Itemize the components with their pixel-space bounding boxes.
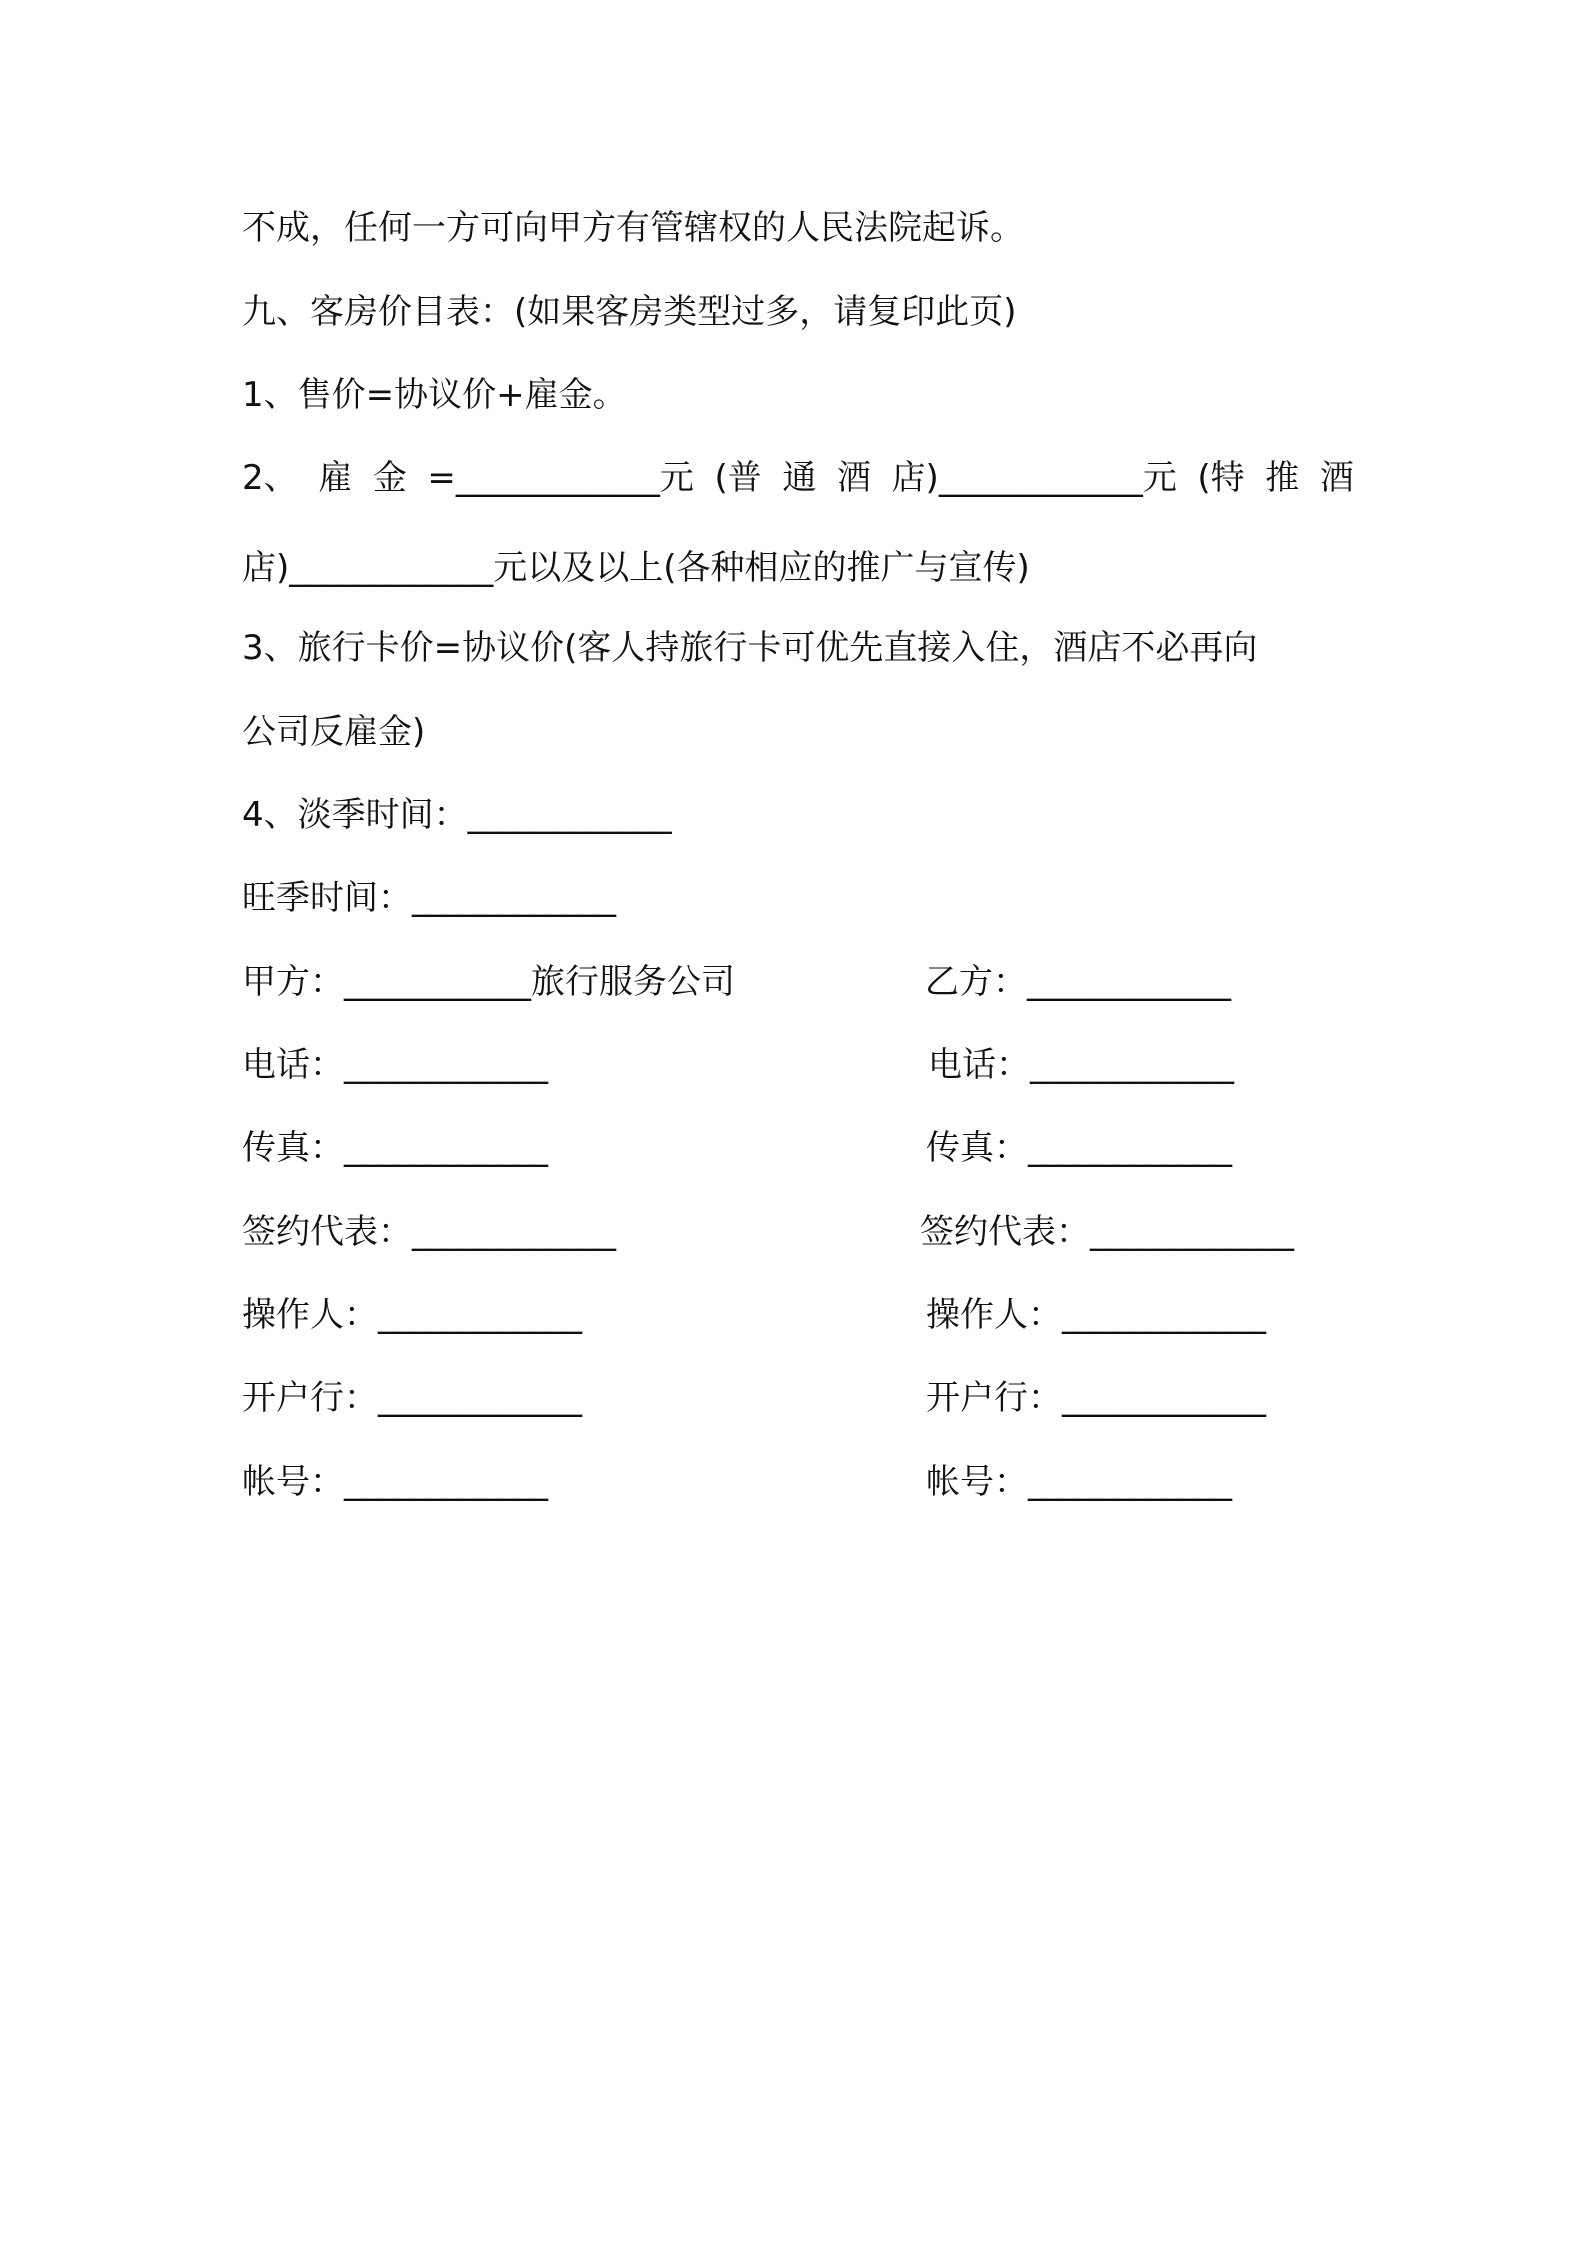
party-b-fax-field: 传真：____________ <box>926 1128 1232 1168</box>
party-b-phone-field: 电话：____________ <box>928 1045 1234 1085</box>
price-item-1: 1、售价=协议价+雇金。 <box>242 375 627 415</box>
party-b-representative-field: 签约代表：____________ <box>920 1212 1294 1252</box>
party-a-bank-field: 开户行：____________ <box>242 1378 582 1418</box>
party-a-name-field: 甲方：___________旅行服务公司 <box>242 962 735 1002</box>
price-item-2-part: 金 <box>372 458 407 498</box>
price-item-2-part: 店)____________元 <box>891 458 1177 498</box>
party-a-representative-field: 签约代表：____________ <box>242 1212 616 1252</box>
party-b-name-field: 乙方：____________ <box>925 962 1231 1002</box>
party-a-account-field: 帐号：____________ <box>242 1462 548 1502</box>
paragraph-line-1: 不成，任何一方可向甲方有管辖权的人民法院起诉。 <box>242 208 1024 248</box>
price-item-2-part: (普 <box>714 458 762 498</box>
price-item-2 <box>242 456 1354 500</box>
price-item-2-part: 酒 <box>836 458 871 498</box>
price-item-2-part: =____________元 <box>427 458 694 498</box>
party-b-bank-field: 开户行：____________ <box>926 1378 1266 1418</box>
party-b-account-field: 帐号：____________ <box>926 1462 1232 1502</box>
price-item-2-part: 通 <box>782 458 817 498</box>
price-item-2-part: (特 <box>1197 458 1245 498</box>
party-a-fax-field: 传真：____________ <box>242 1128 548 1168</box>
price-item-2-part: 2、 <box>242 458 298 498</box>
low-season-field: 4、淡季时间：____________ <box>242 795 672 835</box>
party-a-operator-field: 操作人：____________ <box>242 1295 582 1335</box>
price-item-3: 3、旅行卡价=协议价(客人持旅行卡可优先直接入住，酒店不必再向 <box>242 628 1258 668</box>
section-nine-heading: 九、客房价目表：(如果客房类型过多，请复印此页) <box>242 292 1017 332</box>
price-item-2-part: 雇 <box>318 458 353 498</box>
price-item-2-part: 推 <box>1265 458 1300 498</box>
party-a-phone-field: 电话：____________ <box>242 1045 548 1085</box>
party-b-operator-field: 操作人：____________ <box>926 1295 1266 1335</box>
price-item-2-part: 酒 <box>1319 458 1354 498</box>
high-season-field: 旺季时间：____________ <box>242 878 616 918</box>
price-item-3-continued: 公司反雇金) <box>242 712 426 752</box>
price-item-2-continued: 店)____________元以及以上(各种相应的推广与宣传) <box>242 548 1030 588</box>
